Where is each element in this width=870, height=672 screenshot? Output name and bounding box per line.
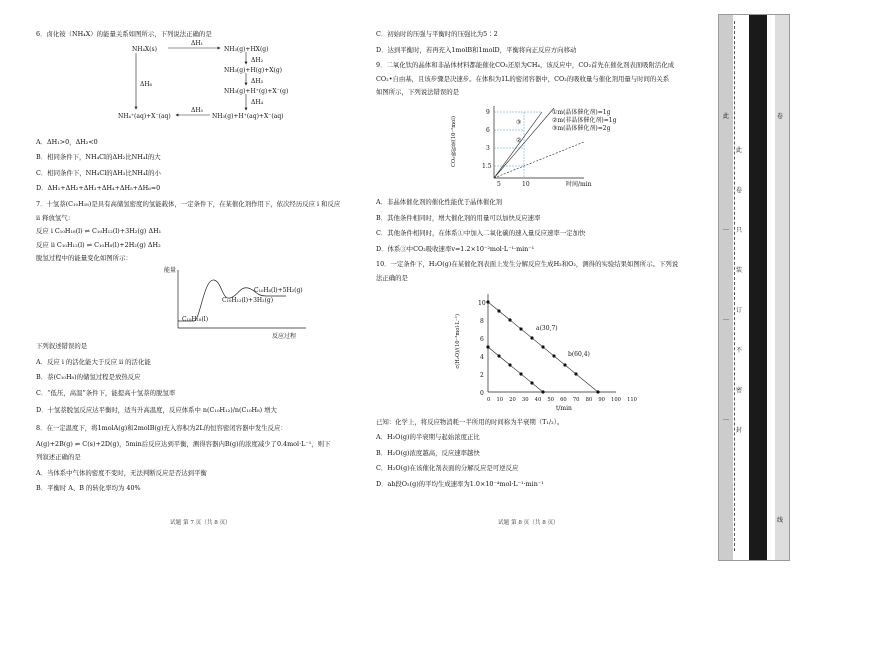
binding-col-char-4: 装 <box>736 267 743 274</box>
q8-option-b[interactable]: B．平衡时 A、B 的转化率均为 40% <box>36 484 141 493</box>
q10-y-tick-0: 0 <box>480 389 484 397</box>
q10-x-tick: 50 <box>547 396 554 403</box>
q6-dh2: ΔH₂ <box>251 56 263 64</box>
q10-stem-1: 10．一定条件下，H₂O(g)在某催化剂表面上发生分解反应生成H₂和O₂，测得的实验结果如图所示。下列说 <box>376 260 679 269</box>
q8-stem-3: 列叙述正确的是 <box>36 453 81 462</box>
q10-y-tick-4: 4 <box>480 353 484 361</box>
q6-option-c[interactable]: C．相同条件下，NH₄Cl的ΔH₃比NH₄I的小 <box>36 168 161 177</box>
q6-option-a[interactable]: A．ΔH₁>0，ΔH₂<0 <box>36 137 98 146</box>
q10-x-tick: 90 <box>598 396 605 403</box>
q6-option-d[interactable]: D．ΔH₁+ΔH₂+ΔH₃+ΔH₄+ΔH₅+ΔH₆=0 <box>36 184 161 193</box>
q6-arrows <box>36 40 336 138</box>
q9-y-tick-1-5: 1.5 <box>482 162 492 170</box>
q10-x-tick: 80 <box>585 396 593 403</box>
binding-col-char-1: 此 <box>736 147 743 154</box>
q6-dh4: ΔH₄ <box>251 98 263 106</box>
q9-y-tick-3: 3 <box>486 144 490 152</box>
q7-y-label: 能量 <box>164 266 177 274</box>
footer-page-8: 试题 第 8 页（共 8 页） <box>498 520 559 526</box>
q7-energy-graph <box>36 264 366 342</box>
binding-char-top-right: 卷 <box>777 113 784 120</box>
q8-stem-2: A(g)+2B(g) ⇌ C(s)+2D(g)，5min后反应达到平衡，测得容器内B(g)的浓度减少了0.4mol·L⁻¹，则下 <box>36 439 331 448</box>
q8-option-d[interactable]: D．达到平衡时，若再充入1molB和1molD，平衡将向正反应方向移动 <box>376 45 577 54</box>
q6-energy-diagram <box>36 40 366 138</box>
q9-option-b[interactable]: B．其他条件相同时，增大催化剂的用量可以加快反应速率 <box>376 213 541 222</box>
q10-x-tick: 70 <box>572 396 580 403</box>
q10-x-label: t/min <box>556 404 572 412</box>
q9-y-label: CO₂吸收量(10⁻²mol) <box>451 115 457 168</box>
question-8 <box>36 424 366 494</box>
q9-stem-3: 如图所示，下列说法错误的是 <box>376 88 460 97</box>
binding-dots-3: … <box>723 415 729 422</box>
binding-col-char-7: 密 <box>736 387 743 394</box>
q7-stem-2: ii 释放氢气： <box>36 213 75 222</box>
q7-stem-3: 脱氢过程中的能量变化如图所示： <box>36 254 132 263</box>
q7-rxn-1: 反应 i C₁₀H₁₈(l) ⇌ C₁₀H₁₂(l)+3H₂(g) ΔH₁ <box>36 227 162 236</box>
question-7 <box>36 200 366 416</box>
q10-x-tick: 40 <box>534 396 542 403</box>
q6-node-bottom-right: NH₃(g)+H⁺(aq)+X⁻(aq) <box>212 112 284 120</box>
binding-col-char-2: 卷 <box>736 187 743 194</box>
q9-y-tick-6: 6 <box>486 126 490 134</box>
q9-x-tick-5: 5 <box>497 180 501 188</box>
q10-x-tick: 10 <box>496 396 504 403</box>
q9-option-c[interactable]: C．其他条件相同时，在体系①中加入二氧化碳的速入量反应速率一定加快 <box>376 229 586 238</box>
q9-option-d[interactable]: D．体系③中CO₂吸收速率v=1.2×10⁻²mol·L⁻¹·min⁻¹ <box>376 244 535 253</box>
q10-y-tick-8: 8 <box>480 317 484 325</box>
q7-x-label: 反应过程 <box>272 332 297 340</box>
binding-char-bottom: 线 <box>777 517 784 524</box>
binding-char-top-left: 此 <box>723 113 730 120</box>
q8-option-a[interactable]: A．当体系中气体的密度不变时，无法判断反应是否达到平衡 <box>36 468 207 477</box>
q10-note: 已知：化学上，将反应物消耗一半所用的时间称为半衰期（T₁/₂）。 <box>376 417 564 426</box>
q9-stem-1: 9．二氧化钛的晶体和非晶体材料都能催化CO₂还原为CH₄，该反应中，CO₂首先在催化剂表面吸附活化成 <box>376 61 675 70</box>
q7-level-1: C₁₀H₈(l)+5H₂(g) <box>254 286 303 294</box>
q10-y-tick-2: 2 <box>480 371 484 379</box>
left-column <box>36 30 366 494</box>
binding-stripe-left <box>719 15 733 560</box>
q10-x-tick: 0 <box>487 396 491 403</box>
q9-y-tick-9: 9 <box>486 108 490 116</box>
q10-option-d[interactable]: D．ab段O₂(g)的平均生成速率为1.0×10⁻⁴mol·L⁻¹·min⁻¹ <box>376 479 544 488</box>
q10-graph <box>376 284 706 412</box>
q10-option-b[interactable]: B．H₂O(g)浓度越高，反应速率越快 <box>376 448 480 457</box>
q9-legend-2: ②m(非晶体催化剂)=1g <box>552 116 617 124</box>
q7-level-3: C₁₀H₁₈(l) <box>182 315 209 323</box>
q9-stem-2: CO₂•自由基，且该步骤是决速步。在体积为1L的密闭容器中，CO₂的吸收量与催化剂用量与时间的关系 <box>376 74 670 83</box>
q7-stem-1: 7．十氢萘(C₁₀H₁₈)是具有高储氢密度的氢能载体，一定条件下，在某催化剂作用下，依次经历反应 i 和反应 <box>36 199 341 208</box>
q10-x-tick: 100 <box>611 396 621 403</box>
q10-y-label: c(H₂O)/(10⁻³mol·L⁻¹) <box>455 313 461 369</box>
q10-x-tick: 20 <box>509 396 516 403</box>
q6-option-b[interactable]: B．相同条件下，NH₄Cl的ΔH₂比NH₄I的大 <box>36 153 161 162</box>
q9-legend-1: ①m(晶体催化剂)=1g <box>552 108 611 116</box>
q6-node-r2: NH₃(g)+H(g)+X(g) <box>224 66 283 74</box>
q8-option-c[interactable]: C．初始时的压强与平衡时的压强比为5∶2 <box>376 30 498 38</box>
q7-ask: 下列叙述错误的是 <box>36 341 88 350</box>
q10-option-a[interactable]: A．H₂O(g)的半衰期与起始浓度正比 <box>376 433 480 442</box>
binding-col-char-8: 封 <box>736 427 743 434</box>
binding-stripe-right <box>775 15 789 560</box>
q9-mark-3: ③ <box>516 118 522 126</box>
q10-x-tick: 60 <box>560 396 567 403</box>
right-column <box>376 30 706 490</box>
q6-dh3: ΔH₃ <box>251 77 263 85</box>
q9-mark-2: ② <box>516 136 522 144</box>
footer-page-7: 试题 第 7 页（共 8 页） <box>170 520 231 526</box>
q10-x-tick: 30 <box>521 396 529 403</box>
question-6 <box>36 30 366 194</box>
q6-dh6: ΔH₆ <box>140 80 152 88</box>
binding-col-char-6: 不 <box>736 347 743 354</box>
q9-x-tick-10: 10 <box>522 180 530 188</box>
binding-col-char-3: 只 <box>736 227 743 234</box>
q9-graph <box>376 98 706 194</box>
q10-option-c[interactable]: C．H₂O(g)在该催化剂表面的分解反应是可逆反应 <box>376 464 519 473</box>
binding-dots-1: … <box>723 225 729 232</box>
binding-dots-2: … <box>723 315 729 322</box>
binding-col-char-5: 订 <box>736 307 743 314</box>
q6-node-top-right: NH₃(g)+HX(g) <box>224 45 269 53</box>
q10-y-tick-10: 10 <box>478 299 486 307</box>
question-9 <box>376 61 706 254</box>
q10-label-b: b(60,4) <box>568 350 590 358</box>
q7-option-c[interactable]: C．“低压，高温”条件下，能提高十氢萘的脱氢率 <box>36 388 176 397</box>
q7-level-2: C₁₀H₁₂(l)+3H₂(g) <box>222 296 274 304</box>
q7-rxn-2: 反应 ii C₁₀H₁₂(l) ⇌ C₁₀H₈(l)+2H₂(g) ΔH₂ <box>36 240 161 249</box>
q9-option-a[interactable]: A．非晶体催化剂的催化性能优于晶体催化剂 <box>376 197 503 206</box>
q6-node-nh4x: NH₄X(s) <box>132 45 157 53</box>
q7-option-a[interactable]: A．反应 i 的活化能大于反应 ii 的活化能 <box>36 357 151 366</box>
q6-node-bottom-left: NH₄⁺(aq)+X⁻(aq) <box>118 112 171 120</box>
q10-x-tick: 110 <box>627 396 637 403</box>
q6-dh1: ΔH₁ <box>191 39 203 47</box>
q9-legend-3: ③m(晶体催化剂)=2g <box>552 124 611 132</box>
q6-node-r3: NH₃(g)+H⁺(g)+X⁻(g) <box>224 87 289 95</box>
q10-y-tick-6: 6 <box>480 335 484 343</box>
q8-stem-1: 8．在一定温度下，将1molA(g)和2molB(g)充入容积为2L的恒容密闭容器中发生反应： <box>36 423 287 432</box>
q7-option-b[interactable]: B．萘(C₁₀H₈)的储氢过程是放热反应 <box>36 373 141 382</box>
q6-dh5: ΔH₅ <box>191 106 203 114</box>
q7-option-d[interactable]: D．十氢萘脱氢反应达平衡时，适当升高温度，反应体系中 n(C₁₀H₁₂)/n(C₁₀H₈) 增大 <box>36 406 277 415</box>
q10-graph-svg <box>468 288 638 406</box>
q10-stem-2: 法正确的是 <box>376 273 408 282</box>
binding-stripe-black <box>749 15 767 560</box>
binding-margin <box>718 14 790 561</box>
q6-stem: 6．卤化铵（NH₄X）的能量关系如图所示，下列说法正确的是 <box>36 30 212 38</box>
q10-label-a: a(30,7) <box>536 324 558 332</box>
question-10 <box>376 260 706 489</box>
binding-cut-line <box>734 21 736 551</box>
q9-x-label: 时间/min <box>566 180 592 188</box>
